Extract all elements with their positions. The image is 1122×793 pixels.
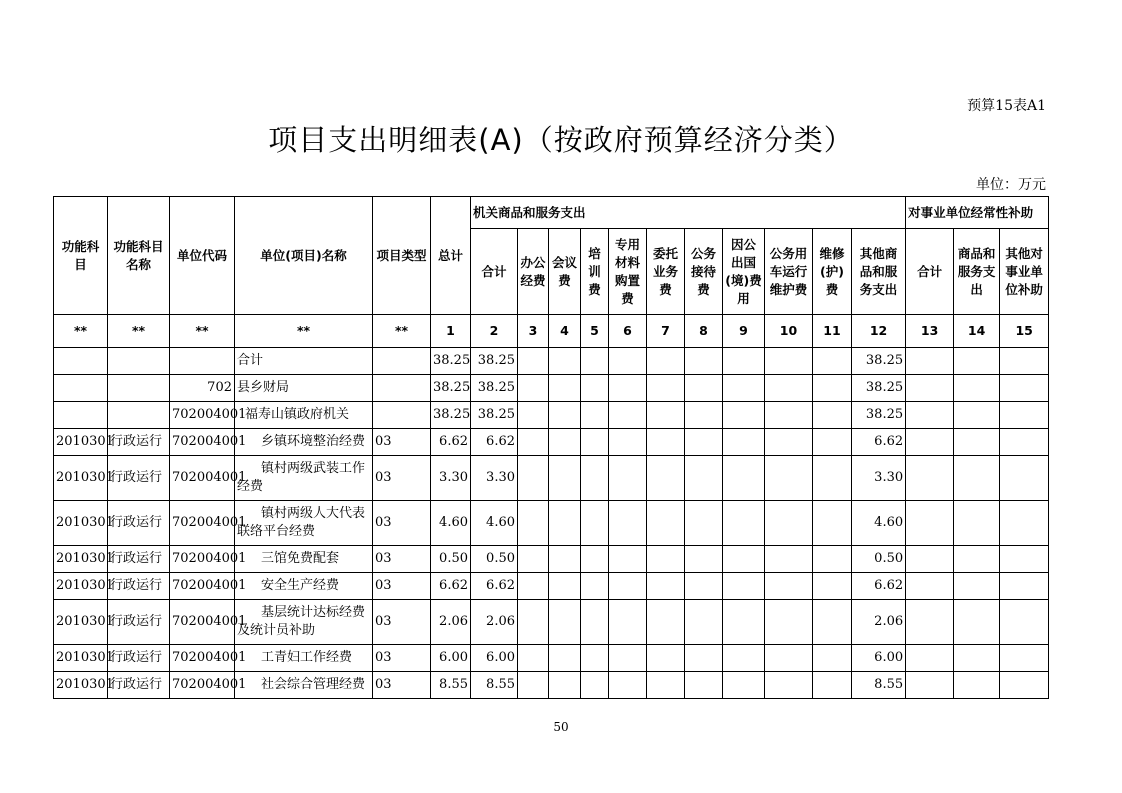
cell-total: 3.30: [431, 456, 471, 501]
cell-empty: [581, 501, 609, 546]
index-cell: **: [54, 315, 108, 348]
cell-empty: [549, 402, 581, 429]
index-cell: 12: [852, 315, 906, 348]
header-func-subject-name: 功能科目名称: [108, 197, 170, 315]
cell-project-type: 03: [373, 429, 431, 456]
cell-goods-total: 38.25: [471, 348, 518, 375]
cell-unit-name: 合计: [235, 348, 373, 375]
cell-empty: [609, 456, 647, 501]
cell-project-type: 03: [373, 645, 431, 672]
cell-func-subject-name: 行政运行: [108, 501, 170, 546]
cell-other-goods: 6.62: [852, 573, 906, 600]
cell-goods-total: 38.25: [471, 375, 518, 402]
header-goods-col: 公务用车运行维护费: [765, 229, 813, 315]
cell-empty: [518, 645, 549, 672]
cell-func-subject: 2010301: [54, 672, 108, 699]
index-cell: 11: [813, 315, 852, 348]
cell-empty: [813, 573, 852, 600]
cell-project-type: 03: [373, 600, 431, 645]
cell-empty: [723, 375, 765, 402]
header-unit-name: 单位(项目)名称: [235, 197, 373, 315]
index-cell: 6: [609, 315, 647, 348]
cell-total: 38.25: [431, 348, 471, 375]
cell-empty: [954, 501, 1000, 546]
cell-empty: [954, 573, 1000, 600]
cell-empty: [906, 501, 954, 546]
header-group-goods: 机关商品和服务支出: [471, 197, 906, 229]
cell-unit-name: 镇村两级人大代表联络平台经费: [235, 501, 373, 546]
table-row: [54, 375, 1049, 402]
cell-empty: [765, 375, 813, 402]
cell-empty: [518, 429, 549, 456]
header-goods-col: 因公出国(境)费用: [723, 229, 765, 315]
cell-empty: [813, 501, 852, 546]
cell-empty: [765, 501, 813, 546]
cell-unit-code: [170, 348, 235, 375]
cell-empty: [1000, 348, 1049, 375]
index-cell: 2: [471, 315, 518, 348]
cell-empty: [518, 402, 549, 429]
table-row: [54, 402, 1049, 429]
cell-goods-total: 2.06: [471, 600, 518, 645]
cell-empty: [581, 672, 609, 699]
cell-other-goods: 38.25: [852, 402, 906, 429]
cell-project-type: 03: [373, 546, 431, 573]
cell-empty: [685, 456, 723, 501]
header-func-subject: 功能科目: [54, 197, 108, 315]
cell-empty: [685, 645, 723, 672]
cell-empty: [549, 645, 581, 672]
cell-empty: [549, 375, 581, 402]
cell-empty: [685, 546, 723, 573]
cell-unit-code: 702004001: [170, 429, 235, 456]
cell-empty: [647, 546, 685, 573]
cell-empty: [581, 645, 609, 672]
cell-total: 4.60: [431, 501, 471, 546]
cell-empty: [765, 429, 813, 456]
cell-project-type: [373, 402, 431, 429]
cell-unit-name: 社会综合管理经费: [235, 672, 373, 699]
cell-empty: [647, 402, 685, 429]
table-row: [54, 456, 1049, 501]
cell-empty: [906, 429, 954, 456]
cell-empty: [1000, 429, 1049, 456]
cell-func-subject-name: [108, 402, 170, 429]
cell-unit-name: 镇村两级武装工作经费: [235, 456, 373, 501]
cell-empty: [723, 501, 765, 546]
cell-empty: [906, 672, 954, 699]
cell-goods-total: 8.55: [471, 672, 518, 699]
page-title: 项目支出明细表(A)（按政府预算经济分类）: [268, 123, 854, 157]
header-goods-col: 维修(护)费: [813, 229, 852, 315]
cell-goods-total: 4.60: [471, 501, 518, 546]
cell-empty: [1000, 456, 1049, 501]
cell-other-goods: 3.30: [852, 456, 906, 501]
cell-empty: [581, 456, 609, 501]
cell-empty: [518, 672, 549, 699]
cell-empty: [765, 348, 813, 375]
cell-empty: [813, 402, 852, 429]
cell-unit-name: 福寿山镇政府机关: [235, 402, 373, 429]
cell-empty: [647, 375, 685, 402]
cell-empty: [954, 348, 1000, 375]
index-cell: 4: [549, 315, 581, 348]
header-project-type: 项目类型: [373, 197, 431, 315]
cell-empty: [1000, 645, 1049, 672]
cell-empty: [685, 672, 723, 699]
cell-unit-name: 基层统计达标经费及统计员补助: [235, 600, 373, 645]
cell-func-subject-name: 行政运行: [108, 456, 170, 501]
header-goods-col: 公务接待费: [685, 229, 723, 315]
cell-empty: [647, 645, 685, 672]
cell-empty: [765, 402, 813, 429]
table-row: [54, 672, 1049, 699]
cell-empty: [609, 546, 647, 573]
cell-empty: [906, 456, 954, 501]
cell-func-subject: 2010301: [54, 546, 108, 573]
cell-empty: [685, 600, 723, 645]
cell-empty: [723, 672, 765, 699]
index-cell: 14: [954, 315, 1000, 348]
cell-empty: [647, 348, 685, 375]
header-goods-col: 专用材料购置费: [609, 229, 647, 315]
cell-empty: [723, 645, 765, 672]
cell-empty: [813, 546, 852, 573]
cell-project-type: [373, 348, 431, 375]
cell-empty: [549, 429, 581, 456]
cell-total: 38.25: [431, 375, 471, 402]
cell-total: 0.50: [431, 546, 471, 573]
cell-goods-total: 0.50: [471, 546, 518, 573]
cell-empty: [609, 501, 647, 546]
cell-unit-code: 702004001: [170, 402, 235, 429]
cell-empty: [813, 375, 852, 402]
cell-goods-total: 38.25: [471, 402, 518, 429]
cell-other-goods: 6.00: [852, 645, 906, 672]
index-cell: 8: [685, 315, 723, 348]
table-row: [54, 429, 1049, 456]
cell-unit-name: 县乡财局: [235, 375, 373, 402]
cell-empty: [685, 573, 723, 600]
index-cell: 5: [581, 315, 609, 348]
header-goods-col: 其他商品和服务支出: [852, 229, 906, 315]
header-goods-col: 培训费: [581, 229, 609, 315]
cell-project-type: [373, 375, 431, 402]
header-total: 总计: [431, 197, 471, 315]
cell-unit-name: 乡镇环境整治经费: [235, 429, 373, 456]
cell-empty: [906, 375, 954, 402]
cell-unit-name: 安全生产经费: [235, 573, 373, 600]
cell-other-goods: 38.25: [852, 375, 906, 402]
cell-empty: [954, 672, 1000, 699]
cell-func-subject: 2010301: [54, 456, 108, 501]
cell-empty: [549, 672, 581, 699]
cell-unit-code: 702004001: [170, 672, 235, 699]
cell-unit-code: 702: [170, 375, 235, 402]
cell-func-subject-name: 行政运行: [108, 546, 170, 573]
cell-empty: [609, 375, 647, 402]
cell-empty: [609, 573, 647, 600]
cell-other-goods: 6.62: [852, 429, 906, 456]
cell-empty: [609, 672, 647, 699]
cell-other-goods: 0.50: [852, 546, 906, 573]
cell-total: 6.00: [431, 645, 471, 672]
cell-empty: [581, 600, 609, 645]
cell-empty: [549, 501, 581, 546]
cell-empty: [518, 456, 549, 501]
cell-empty: [581, 375, 609, 402]
cell-func-subject-name: 行政运行: [108, 645, 170, 672]
cell-empty: [765, 600, 813, 645]
cell-func-subject: 2010301: [54, 573, 108, 600]
cell-empty: [1000, 501, 1049, 546]
cell-empty: [549, 546, 581, 573]
cell-empty: [609, 645, 647, 672]
cell-empty: [723, 456, 765, 501]
cell-empty: [813, 348, 852, 375]
cell-empty: [1000, 672, 1049, 699]
cell-other-goods: 38.25: [852, 348, 906, 375]
cell-empty: [647, 573, 685, 600]
cell-empty: [813, 672, 852, 699]
cell-empty: [518, 348, 549, 375]
cell-unit-code: 702004001: [170, 501, 235, 546]
cell-empty: [647, 501, 685, 546]
cell-func-subject: 2010301: [54, 501, 108, 546]
cell-empty: [685, 375, 723, 402]
cell-goods-total: 6.62: [471, 573, 518, 600]
table-row: [54, 546, 1049, 573]
cell-goods-total: 6.00: [471, 645, 518, 672]
cell-empty: [549, 600, 581, 645]
cell-project-type: 03: [373, 672, 431, 699]
cell-empty: [581, 402, 609, 429]
cell-empty: [1000, 546, 1049, 573]
cell-empty: [581, 348, 609, 375]
cell-unit-code: 702004001: [170, 573, 235, 600]
cell-unit-code: 702004001: [170, 546, 235, 573]
cell-func-subject-name: 行政运行: [108, 573, 170, 600]
index-cell: 3: [518, 315, 549, 348]
cell-func-subject-name: 行政运行: [108, 672, 170, 699]
cell-empty: [581, 573, 609, 600]
cell-project-type: 03: [373, 573, 431, 600]
cell-empty: [906, 402, 954, 429]
cell-empty: [609, 348, 647, 375]
cell-func-subject-name: 行政运行: [108, 429, 170, 456]
header-subsidy-col: 商品和服务支出: [954, 229, 1000, 315]
cell-empty: [723, 402, 765, 429]
index-cell: **: [235, 315, 373, 348]
index-cell: **: [373, 315, 431, 348]
cell-goods-total: 3.30: [471, 456, 518, 501]
index-cell: 10: [765, 315, 813, 348]
cell-empty: [813, 600, 852, 645]
cell-empty: [518, 600, 549, 645]
cell-empty: [647, 600, 685, 645]
header-subsidy-col: 合计: [906, 229, 954, 315]
cell-empty: [813, 456, 852, 501]
index-cell: 1: [431, 315, 471, 348]
cell-func-subject: 2010301: [54, 429, 108, 456]
cell-empty: [954, 375, 1000, 402]
cell-empty: [765, 672, 813, 699]
cell-unit-name: 三馆免费配套: [235, 546, 373, 573]
cell-total: 6.62: [431, 429, 471, 456]
cell-func-subject-name: 行政运行: [108, 600, 170, 645]
cell-empty: [954, 402, 1000, 429]
cell-empty: [906, 645, 954, 672]
cell-empty: [647, 672, 685, 699]
cell-empty: [685, 348, 723, 375]
cell-empty: [765, 645, 813, 672]
cell-empty: [765, 546, 813, 573]
index-cell: **: [170, 315, 235, 348]
table-row: [54, 348, 1049, 375]
cell-empty: [765, 573, 813, 600]
cell-total: 6.62: [431, 573, 471, 600]
cell-empty: [954, 600, 1000, 645]
cell-empty: [954, 645, 1000, 672]
header-subsidy-col: 其他对事业单位补助: [1000, 229, 1049, 315]
expenditure-table: [53, 196, 1049, 699]
cell-empty: [518, 573, 549, 600]
cell-func-subject-name: [108, 348, 170, 375]
cell-empty: [954, 456, 1000, 501]
index-cell: 7: [647, 315, 685, 348]
cell-empty: [1000, 573, 1049, 600]
cell-empty: [685, 501, 723, 546]
cell-empty: [609, 600, 647, 645]
cell-empty: [518, 546, 549, 573]
cell-empty: [723, 546, 765, 573]
cell-other-goods: 4.60: [852, 501, 906, 546]
cell-empty: [609, 402, 647, 429]
cell-empty: [723, 429, 765, 456]
cell-empty: [581, 429, 609, 456]
cell-empty: [723, 600, 765, 645]
cell-empty: [518, 501, 549, 546]
cell-empty: [954, 546, 1000, 573]
cell-unit-name: 工青妇工作经费: [235, 645, 373, 672]
cell-other-goods: 8.55: [852, 672, 906, 699]
header-goods-col: 委托业务费: [647, 229, 685, 315]
cell-empty: [549, 348, 581, 375]
table-row: [54, 645, 1049, 672]
table-row: [54, 600, 1049, 645]
cell-other-goods: 2.06: [852, 600, 906, 645]
cell-empty: [549, 573, 581, 600]
cell-empty: [1000, 375, 1049, 402]
cell-empty: [518, 375, 549, 402]
cell-total: 38.25: [431, 402, 471, 429]
header-goods-col: 会议费: [549, 229, 581, 315]
cell-total: 8.55: [431, 672, 471, 699]
cell-empty: [647, 429, 685, 456]
index-cell: 13: [906, 315, 954, 348]
unit-label: 单位：万元: [976, 177, 1046, 193]
cell-func-subject: [54, 402, 108, 429]
cell-empty: [609, 429, 647, 456]
header-group-subsidy: 对事业单位经常性补助: [906, 197, 1049, 229]
cell-empty: [723, 348, 765, 375]
cell-empty: [1000, 600, 1049, 645]
header-goods-col: 合计: [471, 229, 518, 315]
cell-empty: [813, 429, 852, 456]
cell-empty: [685, 402, 723, 429]
table-row: [54, 501, 1049, 546]
cell-empty: [723, 573, 765, 600]
cell-unit-code: 702004001: [170, 600, 235, 645]
page-number: 50: [553, 720, 569, 734]
cell-empty: [906, 600, 954, 645]
cell-empty: [685, 429, 723, 456]
cell-empty: [906, 348, 954, 375]
cell-func-subject: [54, 348, 108, 375]
cell-project-type: 03: [373, 456, 431, 501]
cell-func-subject: 2010301: [54, 645, 108, 672]
cell-func-subject-name: [108, 375, 170, 402]
cell-total: 2.06: [431, 600, 471, 645]
header-unit-code: 单位代码: [170, 197, 235, 315]
cell-empty: [647, 456, 685, 501]
cell-goods-total: 6.62: [471, 429, 518, 456]
cell-empty: [906, 573, 954, 600]
index-cell: 15: [1000, 315, 1049, 348]
cell-empty: [581, 546, 609, 573]
cell-func-subject: [54, 375, 108, 402]
index-cell: **: [108, 315, 170, 348]
cell-empty: [954, 429, 1000, 456]
cell-empty: [813, 645, 852, 672]
cell-empty: [1000, 402, 1049, 429]
table-row: [54, 573, 1049, 600]
cell-unit-code: 702004001: [170, 645, 235, 672]
header-goods-col: 办公经费: [518, 229, 549, 315]
cell-empty: [549, 456, 581, 501]
cell-empty: [765, 456, 813, 501]
cell-empty: [906, 546, 954, 573]
cell-unit-code: 702004001: [170, 456, 235, 501]
index-cell: 9: [723, 315, 765, 348]
form-code: 预算15表A1: [967, 98, 1046, 114]
cell-project-type: 03: [373, 501, 431, 546]
cell-func-subject: 2010301: [54, 600, 108, 645]
